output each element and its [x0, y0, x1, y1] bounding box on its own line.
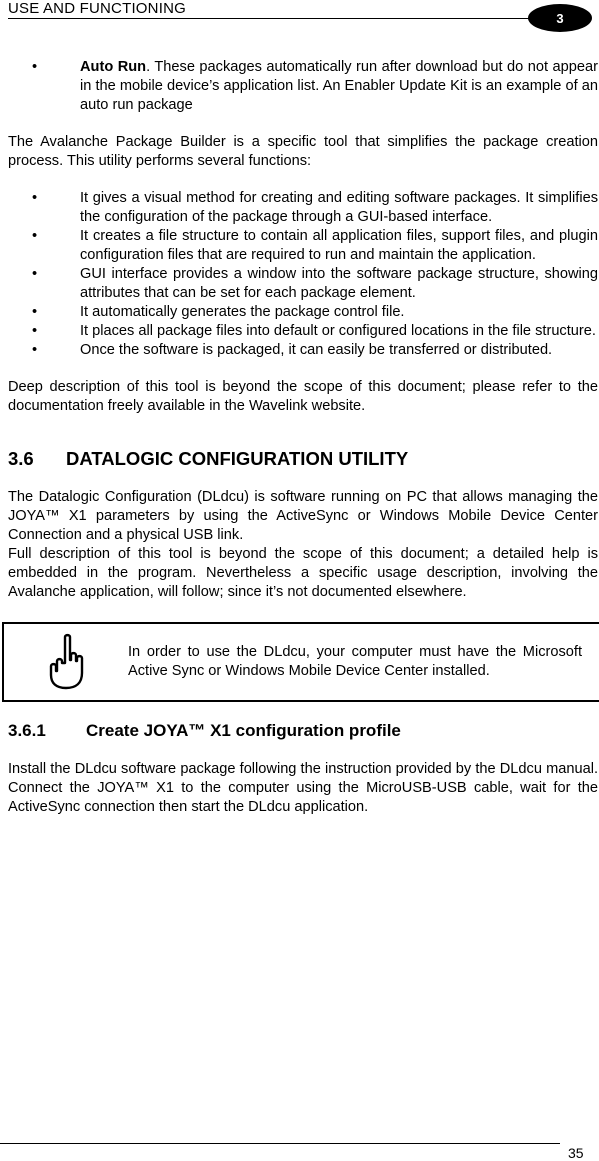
dldcu-intro-paragraph: The Datalogic Configuration (DLdcu) is software running on PC that allows managing the JOYA™ X1 parameters by using the ActiveSync or Windows Mobile Device Center Connection and a physical USB link.	[8, 489, 598, 543]
list-item-text: It gives a visual method for creating and editing software packages. It simplifies the configuration of the package through a GUI-based interface.	[80, 190, 598, 225]
bullet-symbol: •	[32, 323, 38, 339]
pointing-hand-icon	[4, 633, 128, 691]
section-heading	[8, 448, 598, 470]
bullet-symbol: •	[32, 59, 38, 75]
list-item	[8, 322, 598, 341]
bullet-symbol: •	[32, 342, 38, 358]
page-number: 35	[568, 1145, 584, 1161]
section-title: DATALOGIC CONFIGURATION UTILITY	[66, 448, 409, 469]
bullet-symbol: •	[32, 266, 38, 282]
header-title: USE AND FUNCTIONING	[8, 0, 186, 17]
section-number: 3.6	[8, 448, 34, 469]
list-item	[8, 227, 598, 265]
list-item	[8, 189, 598, 227]
bullet-symbol: •	[32, 228, 38, 244]
list-item-text: It automatically generates the package control file.	[80, 304, 405, 320]
note-text: In order to use the DLdcu, your computer must have the Microsoft Active Sync or Windows Mobile Device Center installed.	[128, 644, 582, 679]
subsection-number: 3.6.1	[8, 721, 46, 740]
scope-paragraph: Deep description of this tool is beyond the scope of this document; please refer to the documentation freely available in the Wavelink website.	[8, 379, 598, 414]
subsection-heading	[8, 720, 598, 742]
footer-rule	[0, 1143, 560, 1144]
bullet-text	[80, 58, 598, 115]
auto-run-bullet	[8, 58, 598, 115]
list-item	[8, 341, 598, 360]
note-box	[2, 622, 599, 702]
list-item	[8, 303, 598, 322]
subsection-title: Create JOYA™ X1 configuration profile	[86, 721, 401, 740]
functions-list	[8, 189, 598, 360]
list-item	[8, 265, 598, 303]
install-paragraph: Install the DLdcu software package following the instruction provided by the DLdcu manual. Connect the JOYA™ X1 to the computer using the MicroUSB-USB cable, wait for the ActiveSync connection then start the DLdcu application.	[8, 761, 598, 815]
bullet-symbol: •	[32, 190, 38, 206]
chapter-badge: 3	[528, 4, 592, 32]
list-item-text: Once the software is packaged, it can easily be transferred or distributed.	[80, 342, 553, 358]
dldcu-scope-paragraph: Full description of this tool is beyond the scope of this document; a detailed help is embedded in the program. Nevertheless a specific usage description, involving the Avalanche application, will follow; since it’s not documented elsewhere.	[8, 546, 598, 600]
list-item-text: GUI interface provides a window into the software package structure, showing attributes that can be set for each package element.	[80, 266, 598, 301]
package-builder-intro: The Avalanche Package Builder is a specific tool that simplifies the package creation process. This utility performs several functions:	[8, 134, 598, 169]
auto-run-description: . These packages automatically run after download but do not appear in the mobile device’s application list. An Enabler Update Kit is an example of an auto run package	[80, 59, 599, 113]
bullet-symbol: •	[32, 304, 38, 320]
list-item-text: It places all package files into default or configured locations in the file structure.	[80, 323, 596, 339]
header-rule	[8, 18, 540, 19]
list-item-text: It creates a file structure to contain all application files, support files, and plugin configuration files that are required to run and maintain the application.	[80, 228, 598, 263]
page-content	[8, 58, 598, 817]
auto-run-term: Auto Run	[80, 59, 147, 75]
